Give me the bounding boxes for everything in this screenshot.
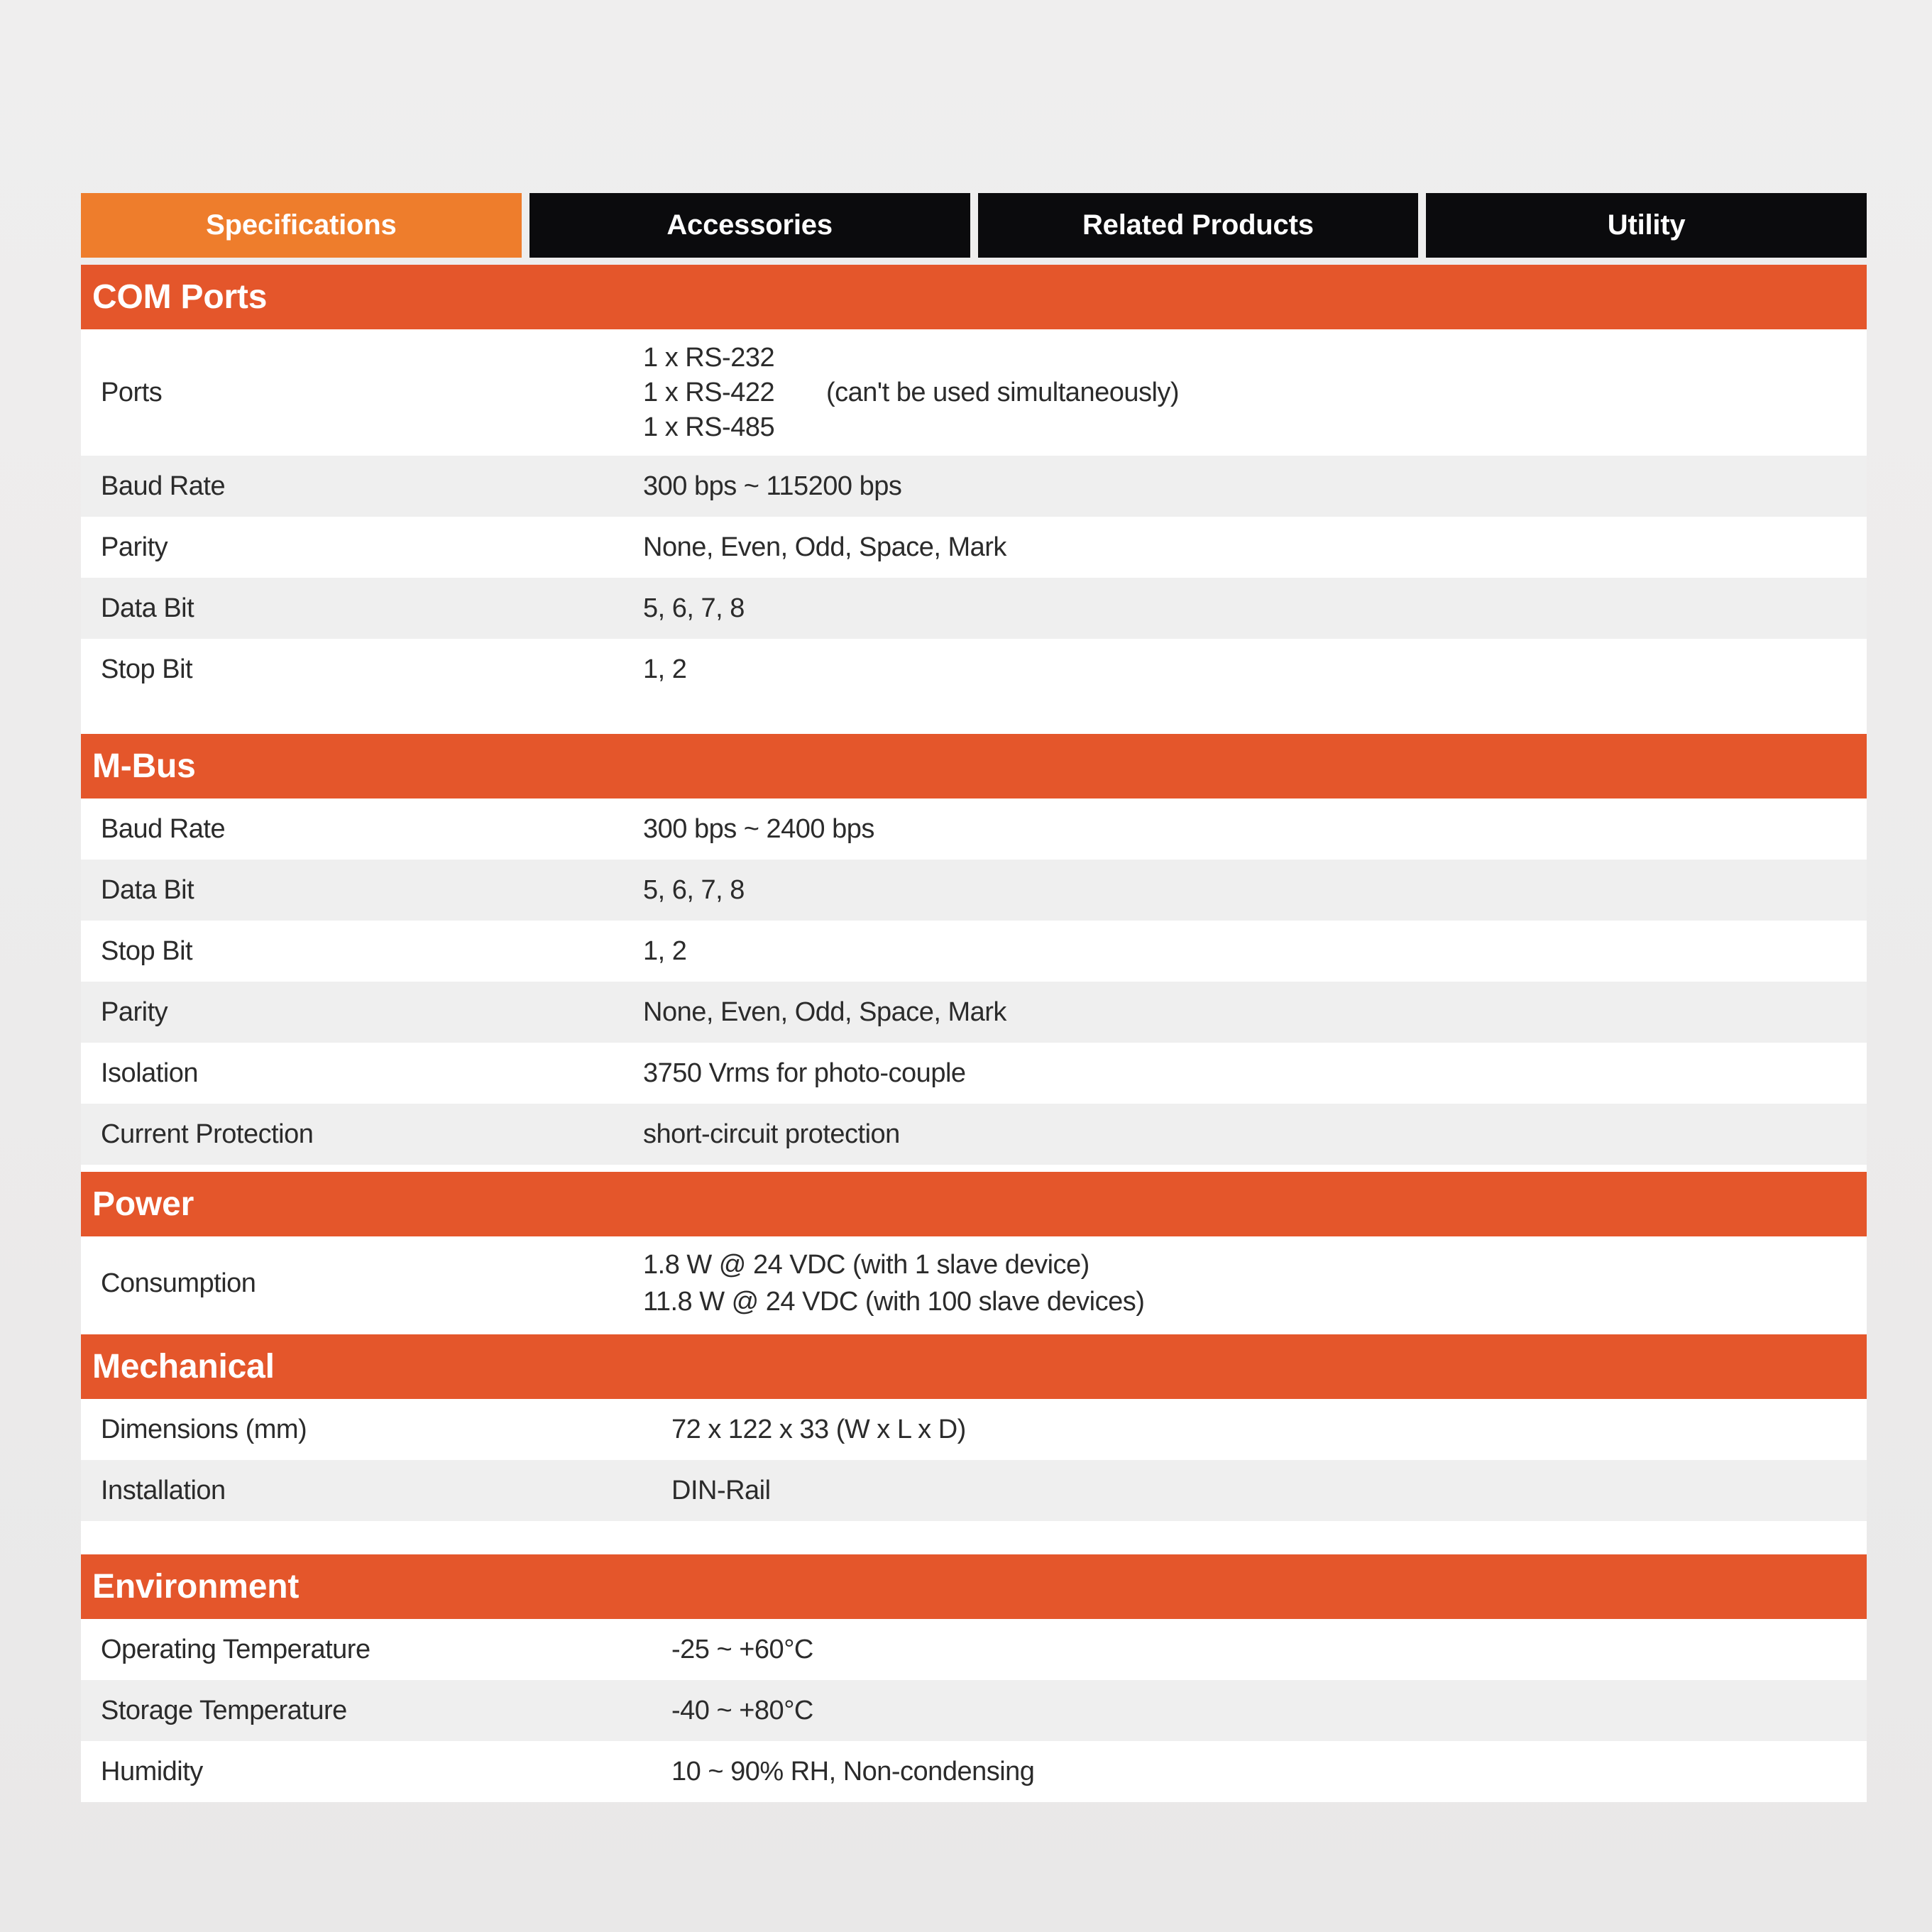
row-label: Data Bit [101, 874, 194, 905]
row-label: Ports [101, 377, 163, 407]
row-label: Storage Temperature [101, 1695, 347, 1725]
row-value [643, 1246, 1867, 1320]
table-row-parity [81, 517, 1867, 578]
table-row-isolation [81, 1043, 1867, 1104]
table-row-parity [81, 982, 1867, 1043]
value-line: 11.8 W @ 24 VDC (with 100 slave devices) [643, 1287, 1145, 1317]
table-row-humidity [81, 1741, 1867, 1802]
row-label: Operating Temperature [101, 1634, 371, 1664]
row-value: None, Even, Odd, Space, Mark [643, 532, 1006, 562]
tab-utility[interactable]: Utility [1426, 193, 1867, 258]
section-mechanical-rows [81, 1399, 1867, 1554]
section-com-ports [81, 265, 1867, 734]
tab-specifications[interactable]: Specifications [81, 193, 522, 258]
row-value: 300 bps ~ 2400 bps [643, 813, 874, 844]
row-label: Isolation [101, 1058, 199, 1088]
section-power-rows [81, 1236, 1867, 1334]
section-header-mechanical: Mechanical [81, 1334, 1867, 1399]
row-value: 3750 Vrms for photo-couple [643, 1058, 966, 1088]
row-label: Stop Bit [101, 654, 193, 684]
value-line-part: 1 x RS-422 [643, 377, 775, 407]
row-value: 5, 6, 7, 8 [643, 593, 745, 623]
section-header-environment: Environment [81, 1554, 1867, 1619]
row-value: short-circuit protection [643, 1119, 900, 1149]
spec-page-content [81, 193, 1867, 1802]
table-row-stop-bit [81, 639, 1867, 700]
value-note: (can't be used simultaneously) [826, 377, 1180, 407]
row-label: Current Protection [101, 1119, 314, 1149]
table-row-storage-temperature [81, 1680, 1867, 1741]
row-value: -40 ~ +80°C [671, 1695, 813, 1725]
row-label: Humidity [101, 1756, 203, 1786]
row-value: None, Even, Odd, Space, Mark [643, 997, 1006, 1027]
row-value: 1, 2 [643, 935, 687, 966]
row-label: Consumption [101, 1268, 256, 1298]
row-label: Parity [101, 532, 168, 562]
row-label: Data Bit [101, 593, 194, 623]
section-header-power: Power [81, 1172, 1867, 1236]
table-row-stop-bit [81, 921, 1867, 982]
value-line: 1 x RS-232 [643, 342, 775, 373]
table-row-data-bit [81, 578, 1867, 639]
row-value: 5, 6, 7, 8 [643, 874, 745, 905]
row-label: Baud Rate [101, 471, 226, 501]
row-value: 72 x 122 x 33 (W x L x D) [671, 1414, 966, 1444]
value-line: 1 x RS-485 [643, 412, 775, 442]
row-value: 1, 2 [643, 654, 687, 684]
row-value: -25 ~ +60°C [671, 1634, 813, 1664]
table-row-installation [81, 1460, 1867, 1521]
value-line: 1.8 W @ 24 VDC (with 1 slave device) [643, 1250, 1090, 1280]
row-label: Parity [101, 997, 168, 1027]
row-label: Stop Bit [101, 935, 193, 966]
section-power [81, 1172, 1867, 1334]
table-row-baud-rate [81, 798, 1867, 860]
section-m-bus-rows [81, 798, 1867, 1172]
table-row-dimensions [81, 1399, 1867, 1460]
row-label: Dimensions (mm) [101, 1414, 307, 1444]
tab-bar [81, 193, 1867, 258]
section-mechanical [81, 1334, 1867, 1554]
row-value: 10 ~ 90% RH, Non-condensing [671, 1756, 1035, 1786]
row-label: Installation [101, 1475, 226, 1505]
section-bottom-padding [81, 1521, 1867, 1554]
section-header-m-bus: M-Bus [81, 734, 1867, 798]
section-environment-rows [81, 1619, 1867, 1802]
table-row-baud-rate [81, 456, 1867, 517]
row-label: Baud Rate [101, 813, 226, 844]
tab-accessories[interactable]: Accessories [529, 193, 970, 258]
row-value: DIN-Rail [671, 1475, 771, 1505]
row-value: 300 bps ~ 115200 bps [643, 471, 902, 501]
table-row-data-bit [81, 860, 1867, 921]
section-environment [81, 1554, 1867, 1802]
table-row-current-protection [81, 1104, 1867, 1165]
table-row-ports [81, 329, 1867, 456]
table-row-operating-temperature [81, 1619, 1867, 1680]
table-row-consumption [81, 1236, 1867, 1330]
section-bottom-padding [81, 1165, 1867, 1172]
row-value [643, 341, 1867, 445]
section-bottom-padding [81, 700, 1867, 734]
section-com-ports-rows [81, 329, 1867, 734]
section-header-com-ports: COM Ports [81, 265, 1867, 329]
section-m-bus [81, 734, 1867, 1172]
value-line [643, 375, 1850, 410]
tab-related-products[interactable]: Related Products [978, 193, 1419, 258]
